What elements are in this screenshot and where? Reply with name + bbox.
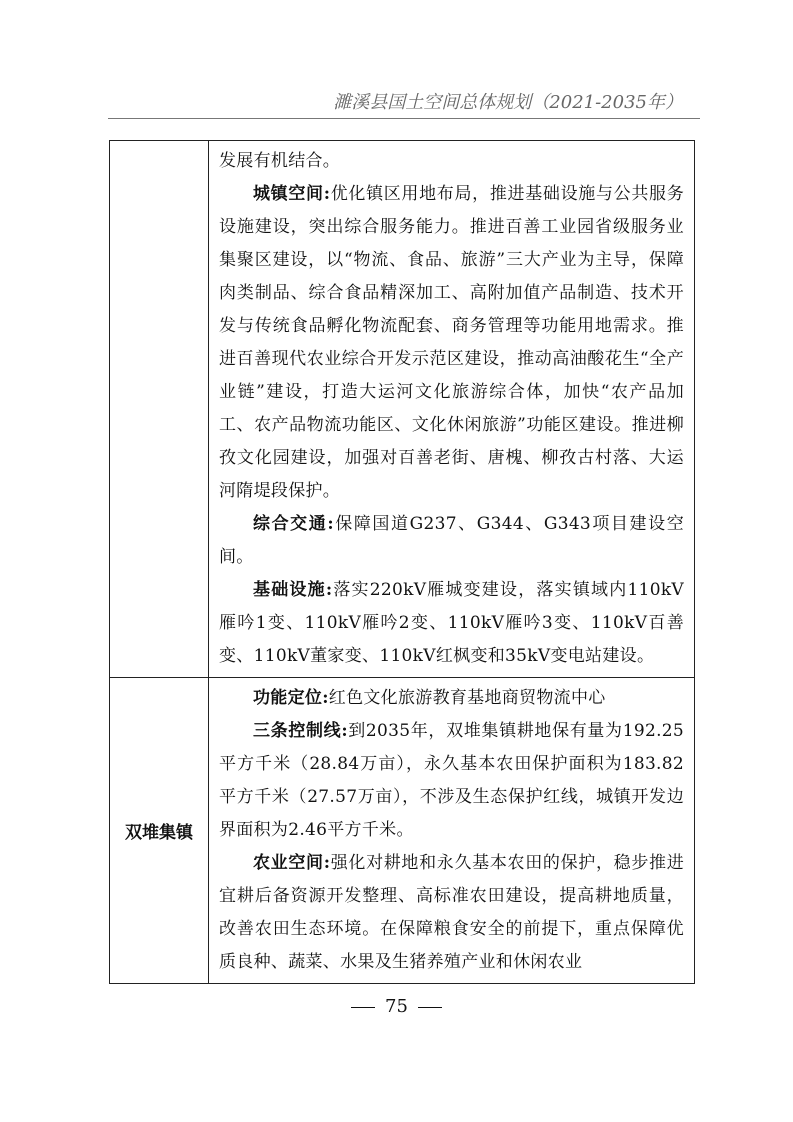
paragraph-text: 红色文化旅游教育基地商贸物流中心: [328, 688, 606, 708]
paragraph-text: 发展有机结合。: [219, 151, 341, 171]
town-cell: [110, 141, 209, 678]
paragraph-text: 优化镇区用地布局，推进基础设施与公共服务设施建设，突出综合服务能力。推进百善工业园省级服务业集聚区建设，以“物流、食品、旅游”三大产业为主导，保障肉类制品、综合食品精深加工、高附加值产品制造、技术开发与传统食品孵化物流配套、商务管理等功能用地需求。推进百善现代农业综合开发示范区建设，推动高油酸花生“全产业链”建设，打造大运河文化旅游综合体，加快“农产品加工、农产品物流功能区、文化休闲旅游”功能区建设。推进柳孜文化园建设，加强对百善老街、唐槐、柳孜古村落、大运河隋堤段保护。: [219, 184, 684, 501]
paragraph-label: 三条控制线:: [253, 721, 348, 741]
paragraph: [219, 847, 684, 979]
table-row: [110, 141, 695, 678]
page-header-title: 濉溪县国土空间总体规划（2021-2035年）: [333, 92, 683, 113]
paragraph: [219, 178, 684, 508]
paragraph-text: 落实220kV雁城变建设，落实镇域内110kV雁吟1变、110kV雁吟2变、110kV雁吟3变、110kV百善变、110kV董家变、110kV红枫变和35kV变电站建设。: [219, 580, 685, 666]
page-number-footer: [0, 996, 793, 1017]
table-row: [110, 678, 695, 984]
page-number: 75: [385, 996, 408, 1017]
planning-table: [109, 140, 695, 984]
paragraph: [219, 574, 684, 673]
paragraph-label: 城镇空间:: [253, 184, 331, 204]
header-rule: [108, 118, 700, 119]
paragraph-text: 强化对耕地和永久基本农田的保护，稳步推进宜耕后备资源开发整理、高标准农田建设，提高耕地质量，改善农田生态环境。在保障粮食安全的前提下，重点保障优质良种、蔬菜、水果及生猪养殖产业和休闲农业: [219, 853, 684, 972]
paragraph: [219, 145, 684, 178]
paragraph: [219, 682, 684, 715]
paragraph-text: 到2035年，双堆集镇耕地保有量为192.25平方千米（28.84万亩），永久基本农田保护面积为183.82平方千米（27.57万亩），不涉及生态保护红线，城镇开发边界面积为2.46平方千米。: [219, 721, 685, 840]
content-cell: [209, 141, 695, 678]
paragraph-label: 综合交通:: [253, 514, 334, 534]
paragraph-label: 基础设施:: [253, 580, 333, 600]
paragraph-label: 功能定位:: [253, 688, 329, 708]
dash-left: [351, 1007, 375, 1008]
paragraph-text: 保障国道G237、G344、G343项目建设空间。: [219, 514, 685, 567]
town-cell: 双堆集镇: [110, 678, 209, 984]
paragraph: [219, 715, 684, 847]
paragraph-label: 农业空间:: [253, 853, 331, 873]
paragraph: [219, 508, 684, 574]
content-cell: [209, 678, 695, 984]
dash-right: [418, 1007, 442, 1008]
